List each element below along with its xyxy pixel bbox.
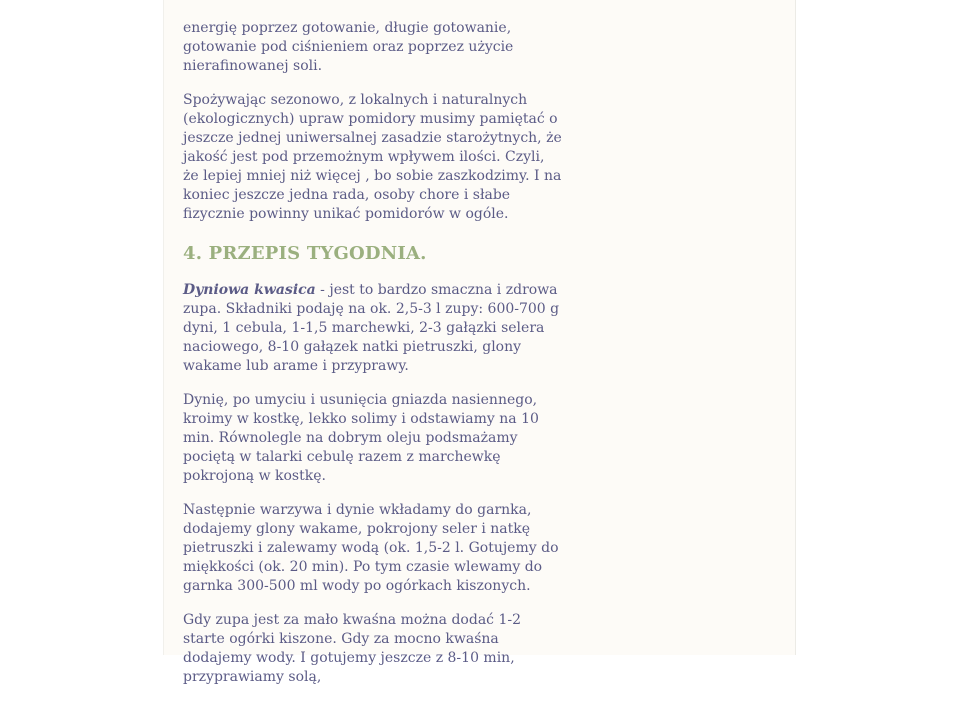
document-page [163,0,796,685]
paragraph-preparation: Dynię, po umyciu i usunięcia gniazda nasiennego, kroimy w kostkę, lekko solimy i odstawiamy na 10 min. Równolegle na dobrym oleju podsmażamy pociętą w talarki cebulę razem z marchewkę pokrojoną w kostkę. [183,392,539,484]
paragraph-seasoning: Gdy zupa jest za mało kwaśna można dodać 1-2 starte ogórki kiszone. Gdy za mocno kwaśna dodajemy wody. I gotujemy jeszcze z 8-10 min, przyprawiamy solą, [183,612,521,685]
article-body [183,19,563,702]
dish-name: Dyniowa kwasica [183,282,316,298]
section-title: 4. PRZEPIS TYGODNIA. [183,243,427,264]
paragraph-cooking: Następnie warzywa i dynie wkładamy do garnka, dodajemy glony wakame, pokrojony seler i natkę pietruszki i zalewamy wodą (ok. 1,5-2 l. Gotujemy do miękkości (ok. 20 min). Po tym czasie wlewamy do garnka 300-500 ml wody po ogórkach kiszonych. [183,502,559,594]
paragraph-seasonal: Spożywając sezonowo, z lokalnych i naturalnych (ekologicznych) upraw pomidory musimy pamiętać o jeszcze jednej uniwersalnej zasadzie starożytnych, że jakość jest pod przemożnym wpływem ilości. Czyli, że lepiej mniej niż więcej , bo sobie zaszkodzimy. I na koniec jeszcze jedna rada, osoby chore i słabe fizycznie powinny unikać pomidorów w ogóle. [183,92,562,222]
recipe-intro [183,281,563,376]
paragraph-energy: energię poprzez gotowanie, długie gotowanie, gotowanie pod ciśnieniem oraz poprzez użycie nierafinowanej soli. [183,20,514,74]
recipe-intro-text: - jest to bardzo smaczna i zdrowa zupa. Składniki podaję na ok. 2,5-3 l zupy: 600-700 g dyni, 1 cebula, 1-1,5 marchewki, 2-3 gałązki selera naciowego, 8-10 gałązek natki pietruszki, glony wakame lub arame i przyprawy. [183,282,560,374]
